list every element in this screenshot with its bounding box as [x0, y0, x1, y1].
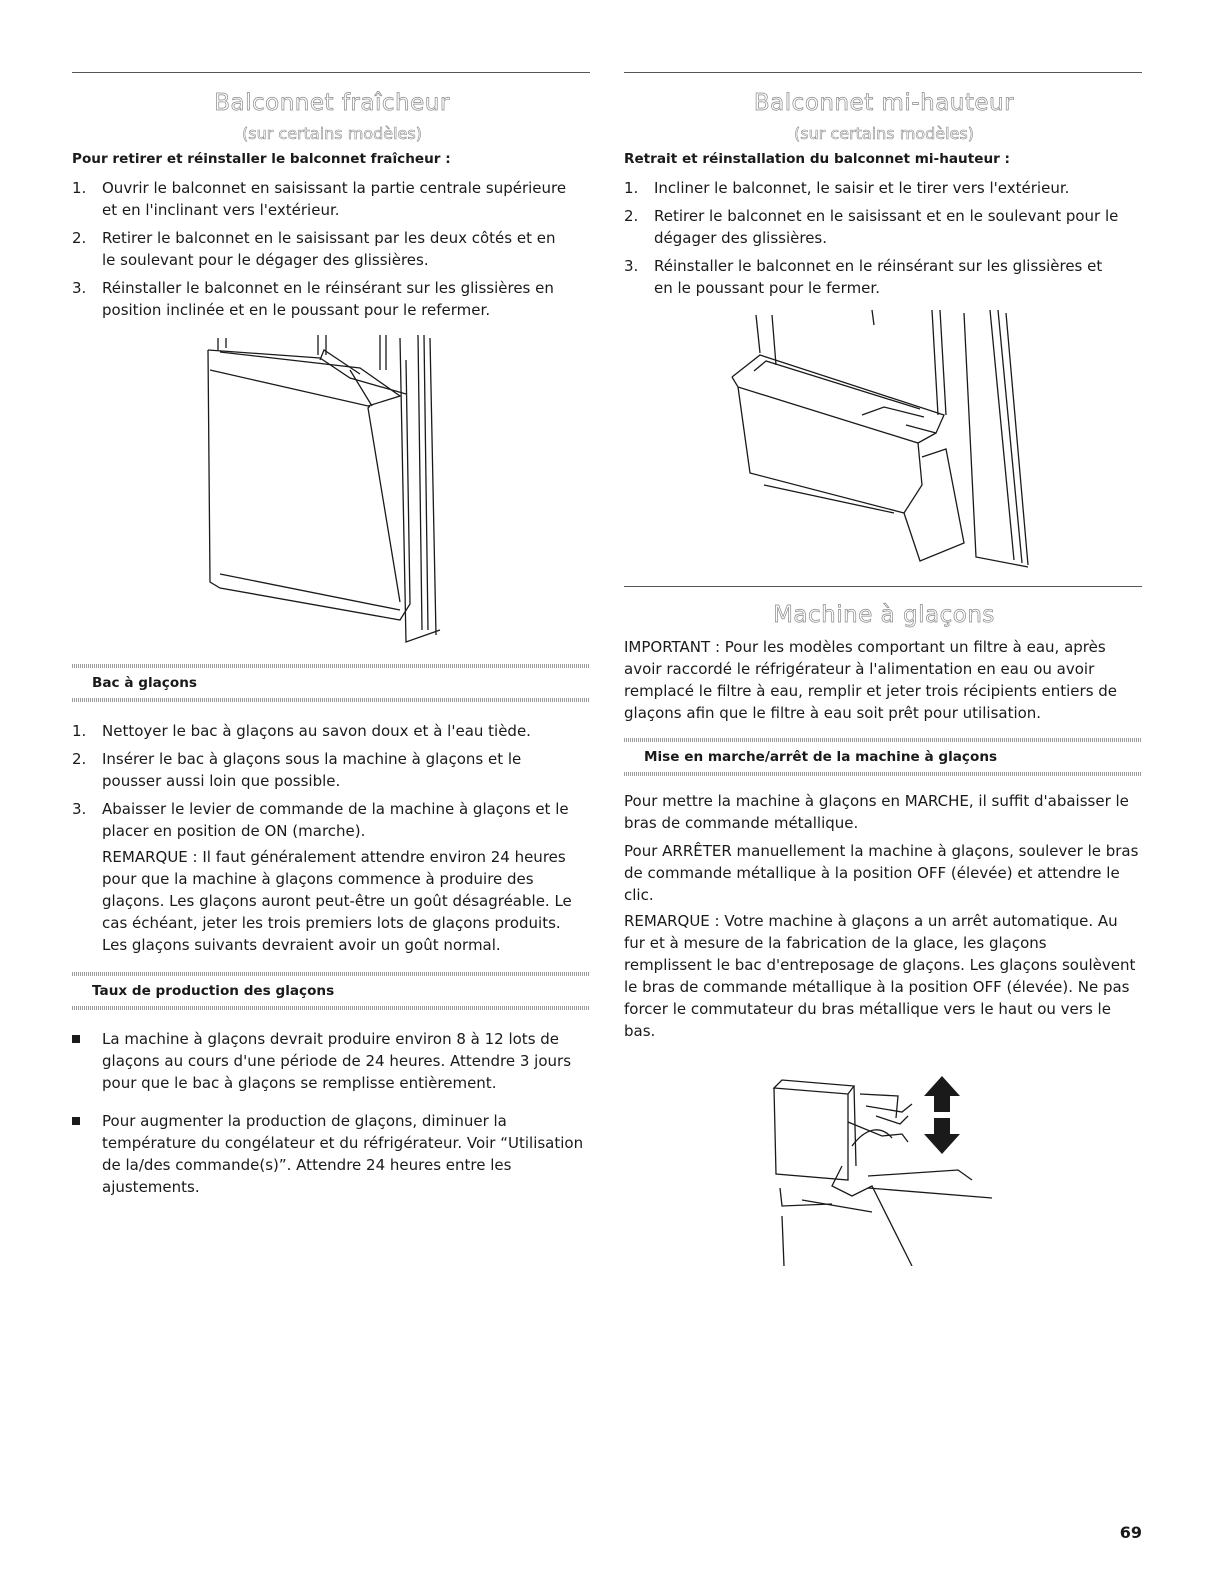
step-text: Abaisser le levier de commande de la machine à glaçons et le placer en position de ON (marche). [102, 800, 569, 840]
step-number: 3. [72, 800, 87, 818]
subheading-band [624, 738, 1142, 776]
paragraph-remarque: REMARQUE : Votre machine à glaçons a un arrêt automatique. Au fur et à mesure de la fabrication de la glace, les glaçons remplissent le bac d'entreposage de glaçons. Les glaçons soulèvent le bras de commande métallique à la position OFF (élevée). Ne pas forcer le commutateur du bras métallique vers le haut ou vers le bas. [624, 912, 1136, 1040]
step-number: 2. [72, 229, 87, 247]
subheading-band [72, 972, 590, 1010]
section-subtitle: (sur certains modèles) [794, 124, 974, 143]
step-text: Retirer le balconnet en le saisissant et en le soulevant pour le dégager des glissières. [654, 207, 1119, 247]
bullet-text: Pour augmenter la production de glaçons, diminuer la température du congélateur et du réfrigérateur. Voir “Utilisation de la/des commande(s)”. Attendre 24 heures entre les ajustements. [102, 1112, 584, 1196]
subheading-band [72, 664, 590, 702]
door-bin-illustration [200, 330, 460, 650]
list-item [72, 1028, 587, 1094]
steps-list [72, 177, 572, 327]
mid-height-bin-illustration [724, 305, 1054, 575]
list-item [72, 720, 584, 742]
list-item [72, 748, 584, 792]
step-text: Retirer le balconnet en le saisissant par les deux côtés et en le soulevant pour le dégager des glissières. [102, 229, 556, 269]
list-item [72, 277, 572, 321]
step-number: 1. [624, 179, 639, 197]
step-number: 1. [72, 179, 87, 197]
list-item [72, 177, 572, 221]
step-text: Réinstaller le balconnet en le réinsérant sur les glissières en position inclinée et en le poussant pour le refermer. [102, 279, 554, 319]
step-number: 3. [72, 279, 87, 297]
page-number: 69 [1119, 1523, 1142, 1542]
section-subtitle: (sur certains modèles) [242, 124, 422, 143]
list-item [624, 177, 1124, 199]
lead-text: Retrait et réinstallation du balconnet mi-hauteur : [624, 151, 1010, 167]
bullet-text: La machine à glaçons devrait produire environ 8 à 12 lots de glaçons au cours d'une période de 24 heures. Attendre 3 jours pour que le bac à glaçons se remplisse entièrement. [102, 1030, 572, 1092]
ice-maker-illustration [772, 1076, 1002, 1266]
square-bullet-icon [72, 1035, 80, 1043]
step-number: 3. [624, 257, 639, 275]
subheading-mise-en-marche: Mise en marche/arrêt de la machine à glaçons [644, 749, 998, 765]
square-bullet-icon [72, 1117, 80, 1125]
step-text: Ouvrir le balconnet en saisissant la partie centrale supérieure et en l'inclinant vers l'extérieur. [102, 179, 567, 219]
list-item [624, 255, 1124, 299]
list-item [72, 1110, 587, 1198]
taux-bullet-list [72, 1028, 587, 1204]
subheading-taux-production: Taux de production des glaçons [92, 983, 335, 999]
remarque-note: REMARQUE : Il faut généralement attendre environ 24 heures pour que la machine à glaçons commence à produire des glaçons. Les glaçons auront peut-être un goût désagréable. Le cas échéant, jeter les trois premiers lots de glaçons produits. Les glaçons suivants devraient avoir un goût normal. [102, 848, 572, 954]
step-number: 1. [72, 722, 87, 740]
up-arrow-icon [924, 1076, 960, 1112]
important-paragraph: IMPORTANT : Pour les modèles comportant un filtre à eau, après avoir raccordé le réfrigérateur à l'alimentation en eau ou avoir remplacé le filtre à eau, remplir et jeter trois récipients entiers de glaçons afin que le filtre à eau soit prêt pour utilisation. [624, 638, 1118, 722]
bac-steps-list [72, 720, 584, 962]
steps-list [624, 177, 1124, 305]
down-arrow-icon [924, 1118, 960, 1154]
paragraph-arreter: Pour ARRÊTER manuellement la machine à glaçons, soulever le bras de commande métallique à la position OFF (élevée) et attendre le clic. [624, 842, 1139, 904]
section-title-machine-a-glacons: Machine à glaçons [773, 602, 995, 628]
subheading-bac-a-glacons: Bac à glaçons [92, 675, 197, 691]
step-number: 2. [72, 750, 87, 768]
step-text: Incliner le balconnet, le saisir et le tirer vers l'extérieur. [654, 179, 1070, 197]
lead-text: Pour retirer et réinstaller le balconnet fraîcheur : [72, 151, 451, 167]
section-title-balconnet-mi-hauteur: Balconnet mi-hauteur [753, 90, 1015, 116]
step-text: Réinstaller le balconnet en le réinsérant sur les glissières et en le poussant pour le fermer. [654, 257, 1103, 297]
list-item [624, 205, 1124, 249]
list-item [72, 227, 572, 271]
list-item [72, 798, 584, 956]
step-text: Nettoyer le bac à glaçons au savon doux et à l'eau tiède. [102, 722, 531, 740]
step-number: 2. [624, 207, 639, 225]
top-rule-right [624, 72, 1142, 73]
section-title-balconnet-fraicheur: Balconnet fraîcheur [214, 90, 450, 116]
step-text: Insérer le bac à glaçons sous la machine à glaçons et le pousser aussi loin que possible. [102, 750, 522, 790]
section-rule [624, 586, 1142, 587]
paragraph-marche: Pour mettre la machine à glaçons en MARCHE, il suffit d'abaisser le bras de commande métallique. [624, 792, 1129, 832]
top-rule-left [72, 72, 590, 73]
